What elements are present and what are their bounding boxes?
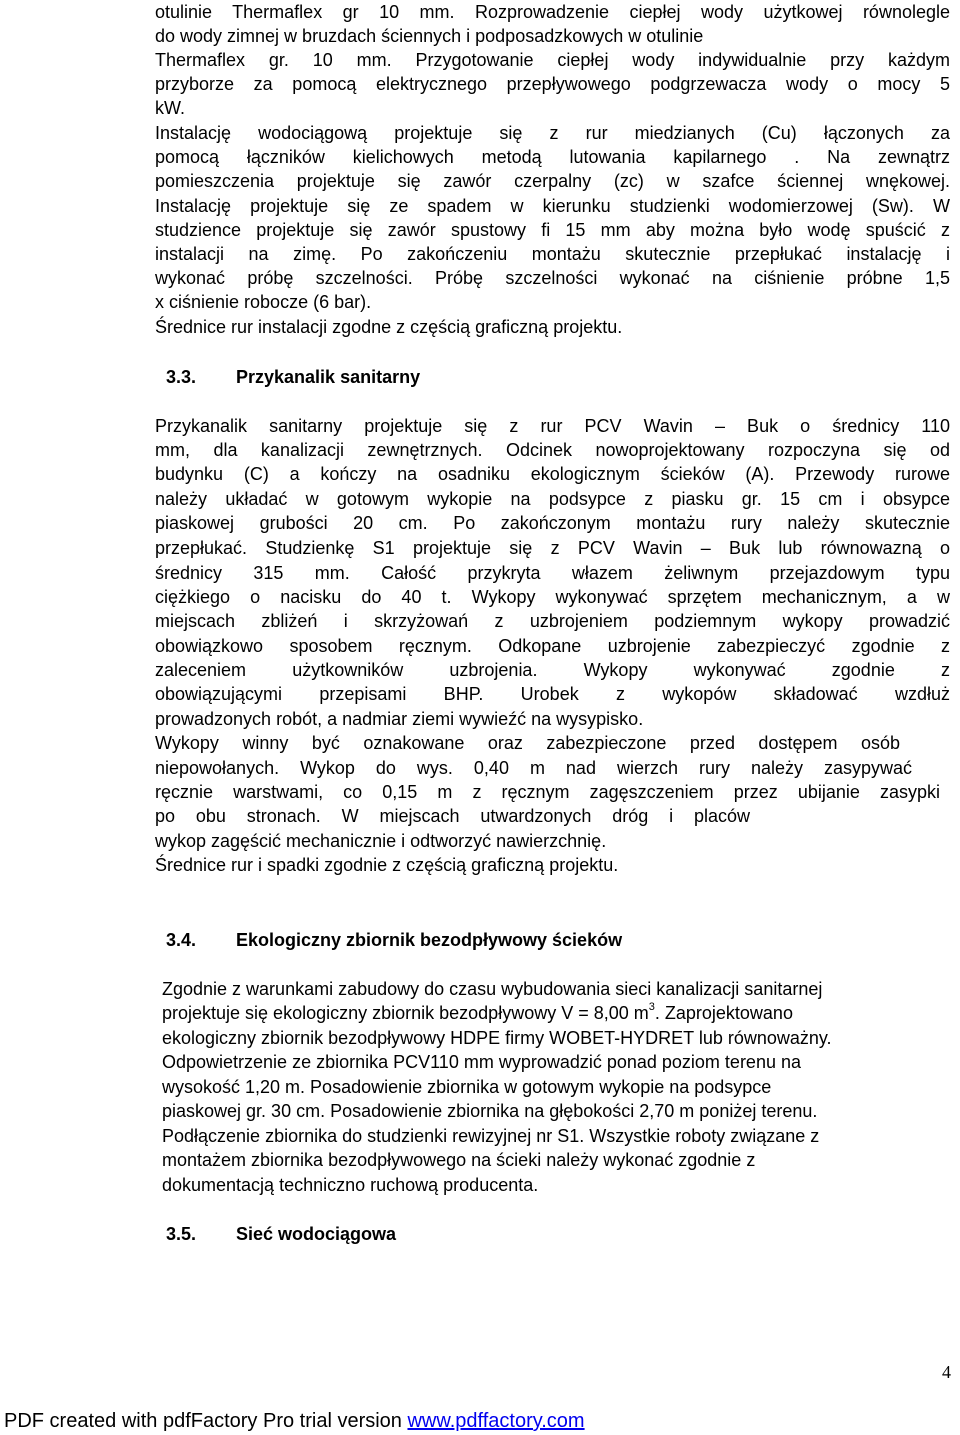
paragraph-line: Wykopy winny być oznakowane oraz zabezpieczone przed dostępem osób (155, 733, 900, 753)
paragraph-line: piaskowej gr. 30 cm. Posadowienie zbiornika na głębokości 2,70 m poniżej terenu. (162, 1101, 818, 1121)
paragraph-line: x ciśnienie robocze (6 bar). (155, 292, 372, 312)
paragraph-line: do wody zimnej w bruzdach ściennych i podposadzkowych w otulinie (155, 26, 704, 46)
paragraph-line: kW. (155, 98, 185, 118)
paragraph-line: mm, dla kanalizacji zewnętrznych. Odcinek nowoprojektowany rozpoczyna się od (155, 440, 950, 460)
footer-link[interactable]: www.pdffactory.com (407, 1410, 585, 1432)
paragraph-line: niepowołanych. Wykop do wys. 0,40 m nad wierzch rury należy zasypywać (155, 758, 912, 778)
paragraph-line: Średnice rur i spadki zgodnie z częścią graficzną projektu. (155, 855, 619, 875)
paragraph-line: obowiązującymi przepisami BHP. Urobek z wykopów składować wzdłuż (155, 684, 950, 704)
paragraph-line: zaleceniem użytkowników uzbrojenia. Wykopy wykonywać zgodnie z (155, 660, 950, 680)
paragraph-line: piaskowej grubości 20 cm. Po zakończonym montażu rury należy skutecznie (155, 513, 950, 533)
section-title: Ekologiczny zbiornik bezodpływowy ścieków (236, 930, 623, 950)
paragraph-line: wysokość 1,20 m. Posadowienie zbiornika w gotowym wykopie na podsypce (162, 1077, 772, 1097)
paragraph-line: miejscach zbliżeń i skrzyżowań z uzbrojeniem podziemnym wykopy prowadzić (155, 611, 950, 631)
paragraph-line: Thermaflex gr. 10 mm. Przygotowanie ciepłej wody indywidualnie przy każdym (155, 50, 950, 70)
superscript: 3 (648, 1001, 655, 1013)
paragraph-line: budynku (C) a kończy na osadniku ekologicznym ścieków (A). Przewody rurowe (155, 464, 950, 484)
paragraph-line: wykop zagęścić mechanicznie i odtworzyć nawierzchnię. (155, 831, 607, 851)
footer-text: PDF created with pdfFactory Pro trial version (4, 1410, 408, 1432)
paragraph-line (162, 1001, 793, 1025)
paragraph-line: montażem zbiornika bezodpływowego na ścieki należy wykonać zgodnie z (162, 1150, 756, 1170)
paragraph-line: Instalację projektuje się ze spadem w kierunku studzienki wodomierzowej (Sw). W (155, 196, 950, 216)
paragraph-line: Średnice rur instalacji zgodne z częścią graficzną projektu. (155, 317, 623, 337)
section-number: 3.3. (166, 367, 197, 387)
page-number: 4 (942, 1362, 951, 1382)
paragraph-line: obowiązkowo sposobem ręcznym. Odkopane uzbrojenie zabezpieczyć zgodnie z (155, 636, 950, 656)
paragraph-line: przyborze za pomocą elektrycznego przepływowego podgrzewacza wody o mocy 5 (155, 74, 950, 94)
text-span: . Zaprojektowano (654, 1003, 793, 1023)
paragraph-line: średnicy 315 mm. Całość przykryta włazem żeliwnym przejazdowym typu (155, 563, 950, 583)
paragraph-line: instalacji na zimę. Po zakończeniu montażu skutecznie przepłukać instalację i (155, 244, 950, 264)
paragraph-line: wykonać próbę szczelności. Próbę szczelności wykonać na ciśnienie próbne 1,5 (155, 268, 950, 288)
paragraph-line: po obu stronach. W miejscach utwardzonych dróg i placów (155, 806, 750, 826)
paragraph-line: Przykanalik sanitarny projektuje się z rur PCV Wavin – Buk o średnicy 110 (155, 416, 950, 436)
paragraph-line: ekologiczny zbiornik bezodpływowy HDPE firmy WOBET-HYDRET lub równoważny. (162, 1028, 832, 1048)
paragraph-line: Podłączenie zbiornika do studzienki rewizyjnej nr S1. Wszystkie roboty związane z (162, 1126, 820, 1146)
paragraph-line: pomocą łączników kielichowych metodą lutowania kapilarnego . Na zewnątrz (155, 147, 950, 167)
text-span: projektuje się ekologiczny zbiornik bezodpływowy V = 8,00 m (162, 1003, 649, 1023)
pdf-footer (4, 1408, 585, 1434)
section-number: 3.4. (166, 930, 197, 950)
paragraph-line: przepłukać. Studzienkę S1 projektuje się z PCV Wavin – Buk lub równowazną o (155, 538, 950, 558)
section-title: Przykanalik sanitarny (236, 367, 421, 387)
paragraph-line: Zgodnie z warunkami zabudowy do czasu wybudowania sieci kanalizacji sanitarnej (162, 979, 823, 999)
paragraph-line: ciężkiego o nacisku do 40 t. Wykopy wykonywać sprzętem mechanicznym, a w (155, 587, 950, 607)
section-title: Sieć wodociągowa (236, 1224, 397, 1244)
paragraph-line: pomieszczenia projektuje się zawór czerpalny (zc) w szafce ściennej wnękowej. (155, 171, 950, 191)
section-number: 3.5. (166, 1224, 197, 1244)
paragraph-line: Odpowietrzenie ze zbiornika PCV110 mm wyprowadzić ponad poziom terenu na (162, 1052, 801, 1072)
paragraph-line: Instalację wodociągową projektuje się z rur miedzianych (Cu) łączonych za (155, 123, 950, 143)
paragraph-line: otulinie Thermaflex gr 10 mm. Rozprowadzenie ciepłej wody użytkowej równolegle (155, 2, 950, 22)
paragraph-line: należy układać w gotowym wykopie na podsypce z piasku gr. 15 cm i obsypce (155, 489, 950, 509)
paragraph-line: prowadzonych robót, a nadmiar ziemi wywieźć na wysypisko. (155, 709, 644, 729)
paragraph-line: ręcznie warstwami, co 0,15 m z ręcznym zagęszczeniem przez ubijanie zasypki (155, 782, 940, 802)
paragraph-line: dokumentacją techniczno ruchową producenta. (162, 1175, 539, 1195)
paragraph-line: studzience projektuje się zawór spustowy fi 15 mm aby można było wodę spuścić z (155, 220, 950, 240)
